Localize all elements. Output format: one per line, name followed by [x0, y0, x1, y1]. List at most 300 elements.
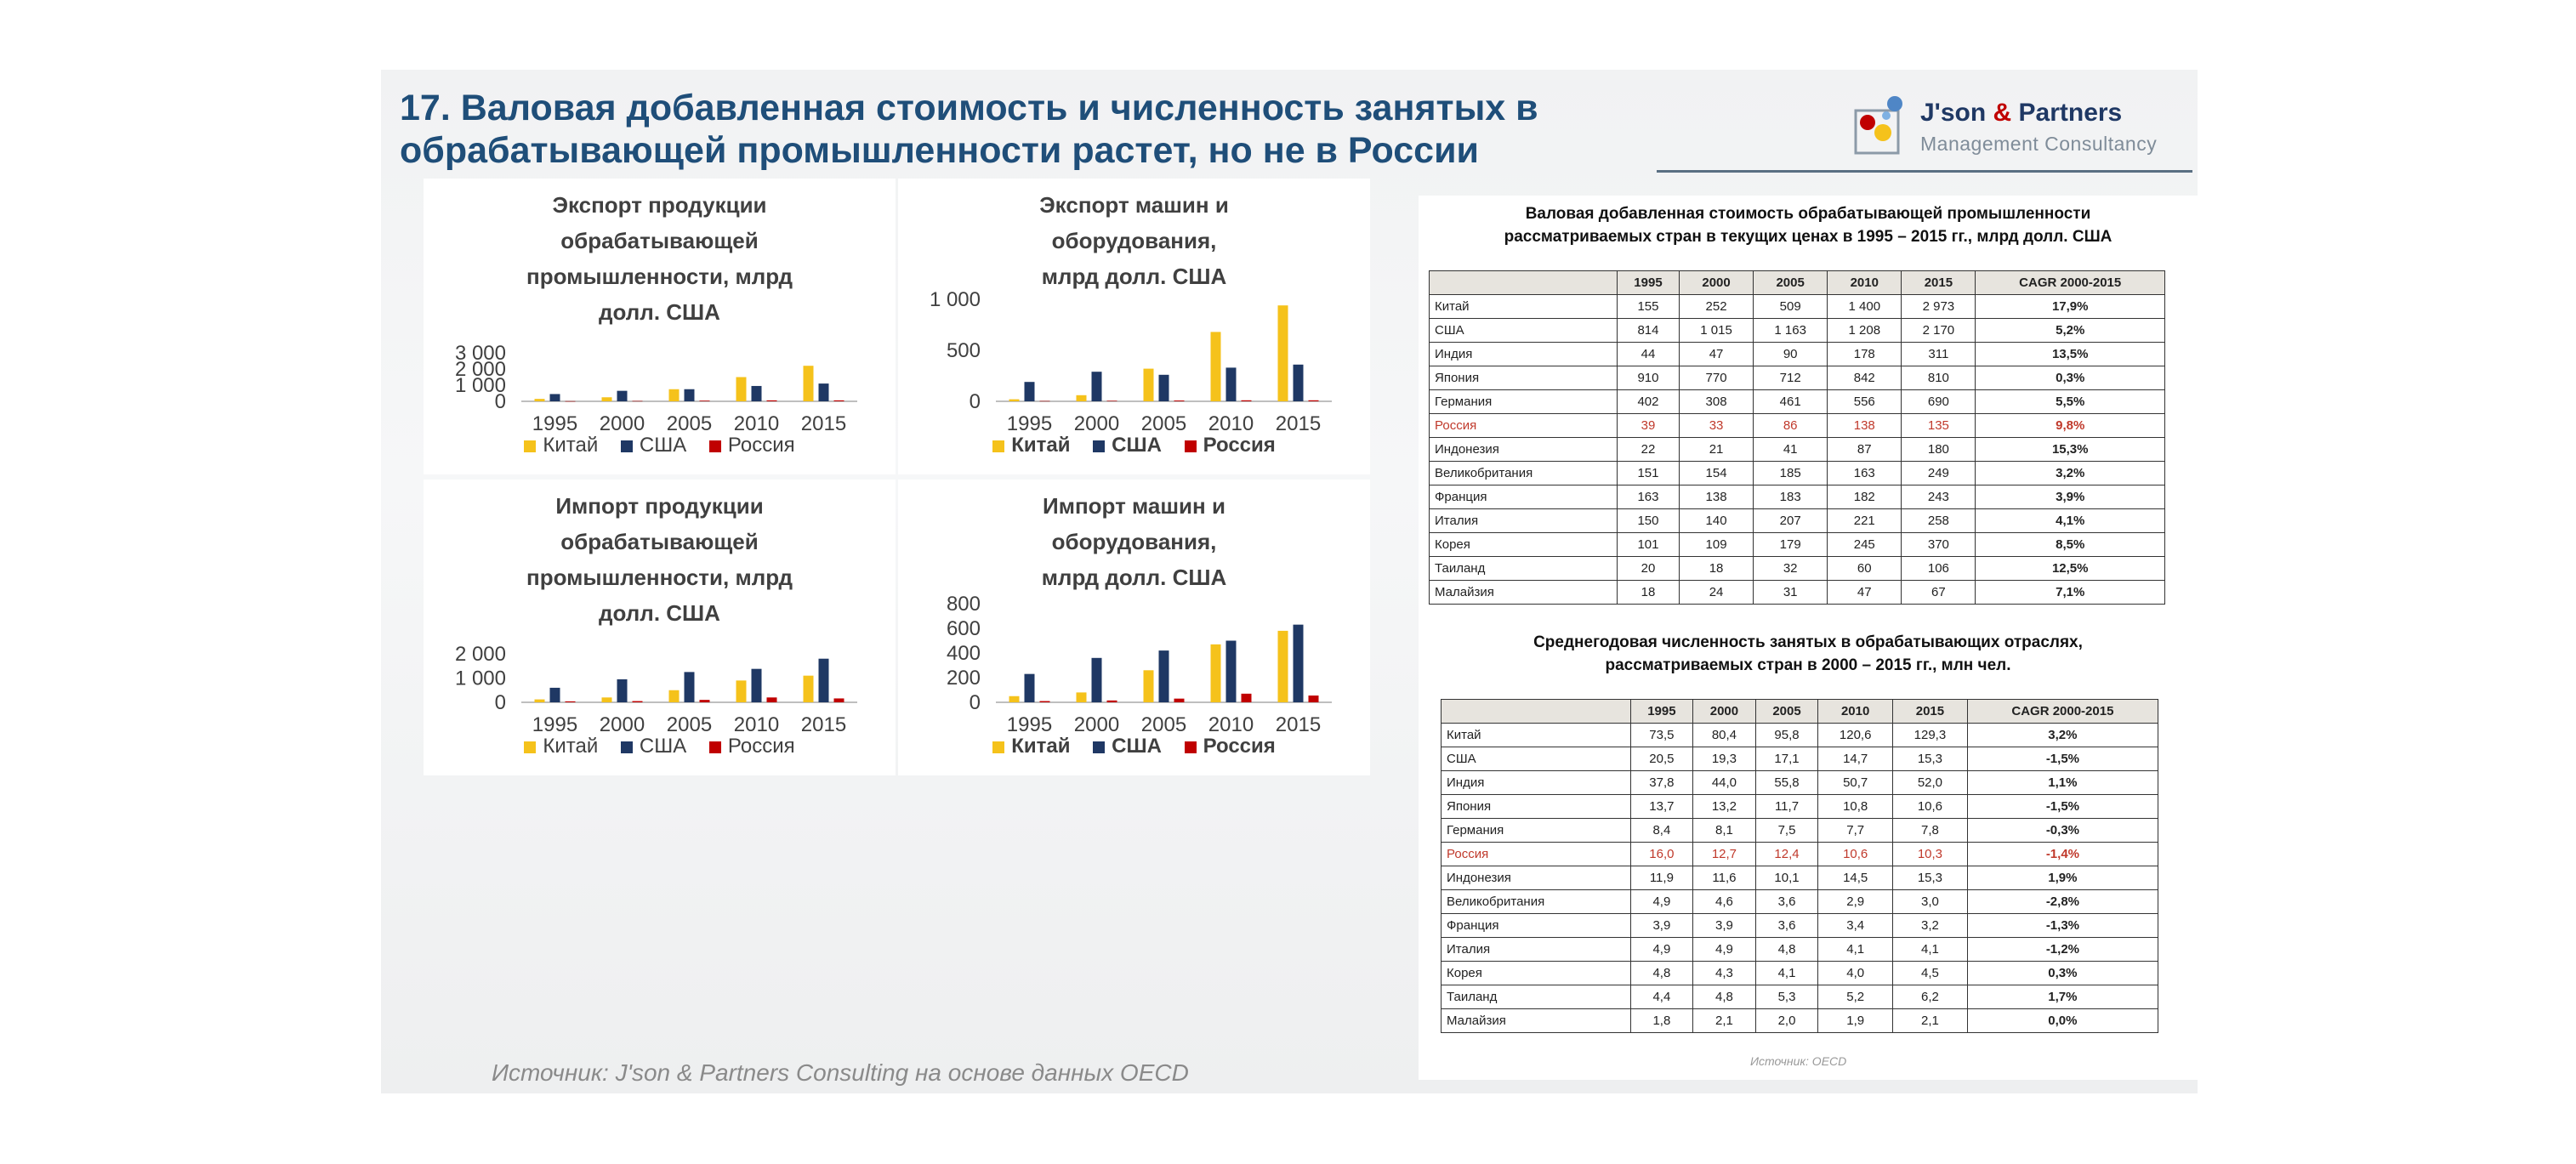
value-cell: 3,2%	[1967, 724, 2158, 747]
company-logo	[1835, 87, 2167, 165]
x-tick-label: 2000	[599, 713, 645, 736]
country-cell: Великобритания	[1430, 462, 1618, 485]
value-cell: 20	[1617, 557, 1679, 581]
x-tick-label: 1995	[532, 412, 578, 435]
value-cell: 11,6	[1693, 866, 1756, 890]
value-cell: -1,2%	[1967, 938, 2158, 962]
table-row	[1430, 319, 2165, 343]
value-cell: 178	[1828, 343, 1902, 366]
value-cell: 73,5	[1630, 724, 1693, 747]
y-tick-label: 0	[494, 390, 506, 413]
bar-chart-import-machinery	[898, 480, 1370, 775]
country-cell: Таиланд	[1442, 985, 1631, 1009]
chart-legend	[898, 735, 1370, 758]
bar-Россия-1995	[1040, 701, 1050, 702]
legend-usa: США	[1093, 434, 1162, 457]
value-cell: 7,5	[1755, 819, 1818, 843]
value-cell: 14,7	[1818, 747, 1893, 771]
chart-title: Импорт машин и оборудования, млрд долл. США	[1041, 493, 1227, 590]
y-tick-label: 0	[494, 691, 506, 714]
legend-russia: Россия	[709, 735, 795, 758]
value-cell: 13,2	[1693, 795, 1756, 819]
country-cell: Италия	[1430, 509, 1618, 533]
y-tick-label: 1 000	[454, 374, 506, 397]
value-cell: 183	[1754, 485, 1828, 509]
logo-subtitle: Management Consultancy	[1920, 133, 2158, 155]
bar-Китай-2005	[1144, 670, 1154, 702]
tables-area	[1419, 196, 2198, 1080]
bar-США-2015	[819, 383, 829, 401]
chart-panel-import-machinery	[898, 480, 1370, 775]
x-tick-label: 2015	[1275, 412, 1322, 435]
table-header-row	[1430, 271, 2165, 295]
bar-Китай-2000	[1077, 395, 1087, 401]
value-cell: 3,9%	[1976, 485, 2165, 509]
chart-title: Экспорт продукции обрабатывающей промышленности, млрд долл. США	[526, 192, 793, 325]
value-cell: 4,6	[1693, 890, 1756, 914]
bar-Китай-2015	[804, 676, 814, 702]
y-tick-label: 2 000	[454, 643, 506, 666]
y-tick-label: 200	[946, 667, 981, 690]
value-cell: 155	[1617, 295, 1679, 319]
value-cell: 154	[1680, 462, 1754, 485]
table-row	[1430, 295, 2165, 319]
bar-Россия-1995	[1040, 401, 1050, 402]
table-row	[1442, 985, 2158, 1009]
bar-Россия-2000	[1107, 400, 1117, 401]
value-cell: 44,0	[1693, 771, 1756, 795]
bar-Россия-2015	[1309, 400, 1319, 401]
value-cell: 4,9	[1693, 938, 1756, 962]
bar-Китай-1995	[535, 700, 545, 702]
value-cell: 11,9	[1630, 866, 1693, 890]
page-title	[400, 87, 1760, 172]
y-tick-label: 500	[946, 339, 981, 362]
x-tick-label: 2005	[666, 713, 713, 736]
value-cell: 10,1	[1755, 866, 1818, 890]
country-cell: США	[1442, 747, 1631, 771]
value-cell: 2,1	[1693, 1009, 1756, 1033]
table-row	[1430, 438, 2165, 462]
value-cell: 810	[1902, 366, 1976, 390]
country-cell: Индонезия	[1430, 438, 1618, 462]
y-tick-label: 3 000	[454, 342, 506, 365]
bar-Россия-2000	[633, 401, 643, 402]
value-cell: 770	[1680, 366, 1754, 390]
value-cell: 33	[1680, 414, 1754, 438]
value-cell: 842	[1828, 366, 1902, 390]
column-header: 1995	[1630, 700, 1693, 724]
bar-chart-export-manufacturing	[424, 179, 896, 474]
legend-russia: Россия	[1185, 735, 1276, 758]
value-cell: 9,8%	[1976, 414, 2165, 438]
value-cell: 712	[1754, 366, 1828, 390]
chart-title: Экспорт машин и оборудования, млрд долл. США	[1039, 192, 1229, 289]
value-cell: 10,8	[1818, 795, 1893, 819]
chart-legend	[424, 434, 896, 457]
value-cell: 4,8	[1755, 938, 1818, 962]
table-row	[1430, 366, 2165, 390]
country-cell: Корея	[1430, 533, 1618, 557]
bar-Китай-2015	[804, 366, 814, 401]
bar-Китай-2010	[736, 680, 747, 702]
bar-Китай-2000	[602, 397, 612, 401]
value-cell: 185	[1754, 462, 1828, 485]
bar-США-2000	[1092, 372, 1102, 401]
value-cell: 0,0%	[1967, 1009, 2158, 1033]
y-tick-label: 1 000	[454, 667, 506, 690]
value-cell: 308	[1680, 390, 1754, 414]
bar-США-2010	[1226, 367, 1237, 401]
bar-Китай-2000	[1077, 692, 1087, 702]
value-cell: -0,3%	[1967, 819, 2158, 843]
slide-source-note: Источник: J'son & Partners Consulting на основе данных OECD	[492, 1059, 1189, 1086]
value-cell: 4,1	[1755, 962, 1818, 985]
x-tick-label: 2015	[800, 412, 847, 435]
value-cell: 39	[1617, 414, 1679, 438]
value-cell: 8,4	[1630, 819, 1693, 843]
logo-name: J'son & Partners	[1920, 99, 2123, 127]
value-cell: 55,8	[1755, 771, 1818, 795]
bar-Россия-2005	[700, 400, 710, 401]
bar-Китай-2000	[602, 697, 612, 702]
value-cell: 163	[1828, 462, 1902, 485]
value-cell: 37,8	[1630, 771, 1693, 795]
value-cell: 2 973	[1902, 295, 1976, 319]
table-employment	[1441, 699, 2158, 1033]
legend-usa: США	[621, 735, 686, 758]
country-cell: Япония	[1430, 366, 1618, 390]
value-cell: 15,3	[1893, 866, 1968, 890]
value-cell: 7,7	[1818, 819, 1893, 843]
x-tick-label: 2000	[1073, 412, 1120, 435]
bar-Китай-2015	[1278, 631, 1288, 702]
value-cell: 179	[1754, 533, 1828, 557]
bar-Китай-1995	[1009, 400, 1020, 401]
value-cell: 19,3	[1693, 747, 1756, 771]
value-cell: 370	[1902, 533, 1976, 557]
value-cell: 138	[1680, 485, 1754, 509]
value-cell: 3,6	[1755, 914, 1818, 938]
bar-Китай-2010	[1211, 332, 1221, 401]
value-cell: 52,0	[1893, 771, 1968, 795]
value-cell: 1,9%	[1967, 866, 2158, 890]
table-row	[1430, 390, 2165, 414]
value-cell: 12,4	[1755, 843, 1818, 866]
value-cell: 151	[1617, 462, 1679, 485]
value-cell: 90	[1754, 343, 1828, 366]
value-cell: 3,6	[1755, 890, 1818, 914]
value-cell: 12,7	[1693, 843, 1756, 866]
value-cell: 4,1	[1818, 938, 1893, 962]
bar-США-2015	[1294, 365, 1304, 401]
value-cell: -1,5%	[1967, 795, 2158, 819]
value-cell: 1,9	[1818, 1009, 1893, 1033]
country-cell: Малайзия	[1442, 1009, 1631, 1033]
value-cell: 3,0	[1893, 890, 1968, 914]
bar-Россия-1995	[566, 401, 576, 402]
value-cell: 5,2%	[1976, 319, 2165, 343]
bar-Китай-2005	[1144, 369, 1154, 401]
y-tick-label: 0	[969, 390, 981, 413]
value-cell: 461	[1754, 390, 1828, 414]
value-cell: 80,4	[1693, 724, 1756, 747]
bar-Россия-2015	[834, 698, 844, 702]
bar-США-2005	[685, 672, 695, 702]
legend-russia: Россия	[1185, 434, 1276, 457]
y-tick-label: 0	[969, 691, 981, 714]
value-cell: 67	[1902, 581, 1976, 605]
value-cell: 17,9%	[1976, 295, 2165, 319]
value-cell: 10,6	[1893, 795, 1968, 819]
value-cell: 402	[1617, 390, 1679, 414]
table-row	[1430, 414, 2165, 438]
column-header: CAGR 2000-2015	[1976, 271, 2165, 295]
y-tick-label: 800	[946, 593, 981, 616]
value-cell: 3,4	[1818, 914, 1893, 938]
value-cell: 24	[1680, 581, 1754, 605]
bar-США-1995	[1025, 674, 1035, 702]
value-cell: 18	[1680, 557, 1754, 581]
value-cell: 60	[1828, 557, 1902, 581]
bar-Россия-2005	[700, 700, 710, 702]
value-cell: 910	[1617, 366, 1679, 390]
title-line-2: обрабатывающей промышленности растет, но не в России	[400, 130, 1479, 171]
country-cell: Корея	[1442, 962, 1631, 985]
bar-США-2005	[1159, 650, 1169, 702]
country-cell: Индия	[1430, 343, 1618, 366]
column-header: CAGR 2000-2015	[1967, 700, 2158, 724]
value-cell: 50,7	[1818, 771, 1893, 795]
value-cell: 135	[1902, 414, 1976, 438]
value-cell: 252	[1680, 295, 1754, 319]
value-cell: 814	[1617, 319, 1679, 343]
table-header-row	[1442, 700, 2158, 724]
value-cell: 2,1	[1893, 1009, 1968, 1033]
table-row	[1442, 747, 2158, 771]
x-tick-label: 2010	[733, 412, 780, 435]
value-cell: 1,8	[1630, 1009, 1693, 1033]
slide	[381, 70, 2198, 1093]
table-row	[1442, 724, 2158, 747]
bar-Россия-2010	[1242, 400, 1252, 401]
country-cell: Россия	[1430, 414, 1618, 438]
table-caption-value-added: Валовая добавленная стоимость обрабатывающей промышленности рассматриваемых стран в текущих ценах в 1995 – 2015 гг., млрд долл. США	[1504, 205, 2113, 246]
y-tick-label: 600	[946, 617, 981, 640]
value-cell: 22	[1617, 438, 1679, 462]
table-row	[1430, 581, 2165, 605]
value-cell: 150	[1617, 509, 1679, 533]
value-cell: 690	[1902, 390, 1976, 414]
column-header: 2015	[1893, 700, 1968, 724]
value-cell: 1 208	[1828, 319, 1902, 343]
value-cell: 86	[1754, 414, 1828, 438]
table-row	[1442, 771, 2158, 795]
x-tick-label: 2000	[599, 412, 645, 435]
chart-legend	[424, 735, 896, 758]
value-cell: 41	[1754, 438, 1828, 462]
x-tick-label: 1995	[1006, 713, 1053, 736]
table-row	[1442, 866, 2158, 890]
value-cell: 4,3	[1693, 962, 1756, 985]
bar-Китай-2010	[1211, 644, 1221, 702]
chart-panel-export-manufacturing	[424, 179, 896, 474]
value-cell: 32	[1754, 557, 1828, 581]
value-cell: 1 400	[1828, 295, 1902, 319]
value-cell: 120,6	[1818, 724, 1893, 747]
bar-США-1995	[1025, 382, 1035, 401]
column-header: 2005	[1755, 700, 1818, 724]
value-cell: 2 170	[1902, 319, 1976, 343]
bar-США-2005	[685, 389, 695, 401]
value-cell: 180	[1902, 438, 1976, 462]
y-tick-label: 400	[946, 642, 981, 665]
column-header	[1442, 700, 1631, 724]
value-cell: -2,8%	[1967, 890, 2158, 914]
value-cell: 140	[1680, 509, 1754, 533]
legend-usa: США	[621, 434, 686, 457]
value-cell: 106	[1902, 557, 1976, 581]
bar-США-1995	[550, 688, 560, 702]
value-cell: 20,5	[1630, 747, 1693, 771]
bar-Китай-2015	[1278, 305, 1288, 401]
value-cell: -1,3%	[1967, 914, 2158, 938]
x-tick-label: 2005	[1140, 713, 1187, 736]
table-row	[1442, 938, 2158, 962]
bar-Китай-2005	[669, 690, 680, 702]
value-cell: 47	[1828, 581, 1902, 605]
chart-title: Импорт продукции обрабатывающей промышленности, млрд долл. США	[526, 493, 793, 626]
x-tick-label: 2005	[666, 412, 713, 435]
value-cell: 101	[1617, 533, 1679, 557]
value-cell: 10,3	[1893, 843, 1968, 866]
value-cell: 3,9	[1630, 914, 1693, 938]
chart-panel-export-machinery	[898, 179, 1370, 474]
value-cell: 10,6	[1818, 843, 1893, 866]
value-cell: 7,8	[1893, 819, 1968, 843]
value-cell: 8,1	[1693, 819, 1756, 843]
value-cell: 249	[1902, 462, 1976, 485]
value-cell: 2,0	[1755, 1009, 1818, 1033]
table-row	[1442, 819, 2158, 843]
legend-russia: Россия	[709, 434, 795, 457]
value-cell: 3,9	[1693, 914, 1756, 938]
value-cell: 44	[1617, 343, 1679, 366]
value-cell: 17,1	[1755, 747, 1818, 771]
table-row	[1442, 914, 2158, 938]
title-underline	[1657, 170, 2192, 173]
value-cell: 4,0	[1818, 962, 1893, 985]
value-cell: 138	[1828, 414, 1902, 438]
value-cell: 15,3%	[1976, 438, 2165, 462]
value-cell: 1,7%	[1967, 985, 2158, 1009]
value-cell: 4,8	[1630, 962, 1693, 985]
column-header: 2015	[1902, 271, 1976, 295]
x-tick-label: 2005	[1140, 412, 1187, 435]
value-cell: 1,1%	[1967, 771, 2158, 795]
country-cell: Китай	[1442, 724, 1631, 747]
column-header: 2010	[1828, 271, 1902, 295]
value-cell: -1,5%	[1967, 747, 2158, 771]
table-row	[1442, 962, 2158, 985]
legend-china: Китай	[992, 735, 1070, 758]
x-tick-label: 2015	[800, 713, 847, 736]
value-cell: 11,7	[1755, 795, 1818, 819]
value-cell: 109	[1680, 533, 1754, 557]
value-cell: 15,3	[1893, 747, 1968, 771]
country-cell: Таиланд	[1430, 557, 1618, 581]
column-header	[1430, 271, 1618, 295]
x-tick-label: 1995	[532, 713, 578, 736]
table-row	[1430, 343, 2165, 366]
value-cell: 4,4	[1630, 985, 1693, 1009]
column-header: 2010	[1818, 700, 1893, 724]
bar-chart-import-manufacturing	[424, 480, 896, 775]
legend-china: Китай	[524, 434, 598, 457]
bar-Россия-2010	[767, 400, 777, 401]
value-cell: 311	[1902, 343, 1976, 366]
bar-Россия-2000	[1107, 701, 1117, 702]
logo-icon	[1852, 94, 1905, 156]
bar-Россия-2010	[767, 697, 777, 702]
value-cell: 243	[1902, 485, 1976, 509]
value-cell: 6,2	[1893, 985, 1968, 1009]
bar-США-2015	[1294, 625, 1304, 702]
table-row	[1442, 843, 2158, 866]
value-cell: 3,2	[1893, 914, 1968, 938]
value-cell: 221	[1828, 509, 1902, 533]
country-cell: Россия	[1442, 843, 1631, 866]
table-row	[1430, 485, 2165, 509]
value-cell: 13,7	[1630, 795, 1693, 819]
bar-США-2010	[752, 386, 762, 401]
country-cell: США	[1430, 319, 1618, 343]
bar-Россия-2010	[1242, 694, 1252, 702]
column-header: 2005	[1754, 271, 1828, 295]
value-cell: 1 163	[1754, 319, 1828, 343]
table-row	[1430, 557, 2165, 581]
legend-china: Китай	[992, 434, 1070, 457]
bar-США-2000	[1092, 658, 1102, 702]
column-header: 1995	[1617, 271, 1679, 295]
bar-США-2010	[1226, 641, 1237, 703]
value-cell: 129,3	[1893, 724, 1968, 747]
value-cell: 21	[1680, 438, 1754, 462]
bar-Россия-2005	[1174, 699, 1185, 702]
y-tick-label: 2 000	[454, 358, 506, 381]
value-cell: 4,1	[1893, 938, 1968, 962]
bar-США-2015	[819, 659, 829, 702]
value-cell: 3,2%	[1976, 462, 2165, 485]
value-cell: -1,4%	[1967, 843, 2158, 866]
bar-США-2000	[617, 679, 628, 702]
column-header: 2000	[1680, 271, 1754, 295]
country-cell: Китай	[1430, 295, 1618, 319]
value-cell: 4,9	[1630, 890, 1693, 914]
x-tick-label: 2010	[733, 713, 780, 736]
country-cell: Япония	[1442, 795, 1631, 819]
x-tick-label: 1995	[1006, 412, 1053, 435]
bar-Китай-1995	[535, 399, 545, 401]
value-cell: 31	[1754, 581, 1828, 605]
value-cell: 258	[1902, 509, 1976, 533]
value-cell: 87	[1828, 438, 1902, 462]
country-cell: Великобритания	[1442, 890, 1631, 914]
table-value-added	[1429, 270, 2165, 605]
table-row	[1442, 890, 2158, 914]
table-source-note: Источник: OECD	[1750, 1054, 1847, 1068]
value-cell: 14,5	[1818, 866, 1893, 890]
